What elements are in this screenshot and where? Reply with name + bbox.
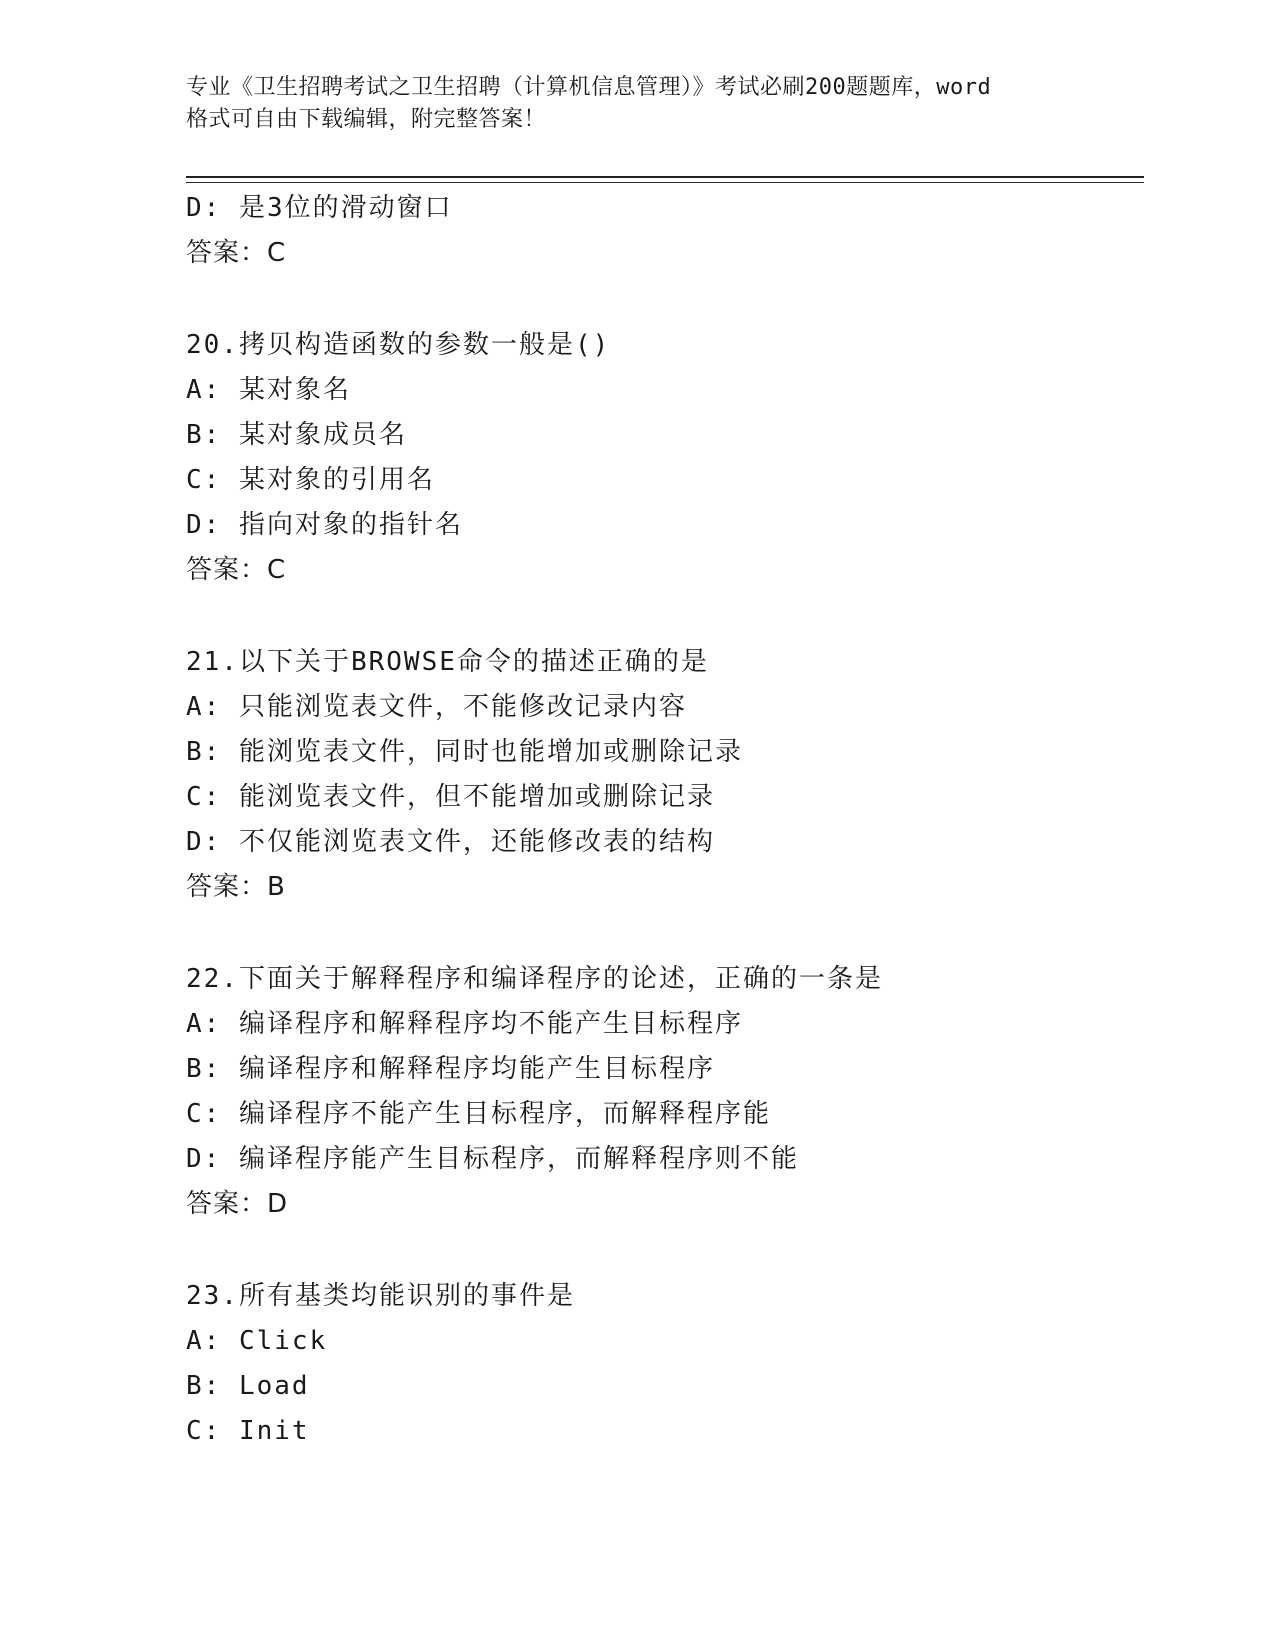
question-stem: 22.下面关于解释程序和编译程序的论述，正确的一条是 (186, 964, 883, 994)
answer: 答案：B (186, 872, 286, 902)
question-stem: 21.以下关于BROWSE命令的描述正确的是 (186, 647, 709, 677)
question-stem: 23.所有基类均能识别的事件是 (186, 1281, 575, 1311)
option-d: D: 指向对象的指针名 (186, 510, 463, 540)
option-c: C: Init (186, 1416, 310, 1446)
question-21 (186, 640, 1126, 910)
spacer (186, 593, 1126, 640)
spacer (186, 276, 1126, 323)
answer: 答案：C (186, 555, 287, 585)
question-22 (186, 957, 1126, 1227)
option-b: B: Load (186, 1371, 310, 1401)
answer: 答案：C (186, 238, 287, 268)
header-title-line-1: 专业《卫生招聘考试之卫生招聘（计算机信息管理）》考试必刷200题题库，word (186, 75, 992, 100)
option-d: D: 编译程序能产生目标程序，而解释程序则不能 (186, 1144, 799, 1174)
spacer (186, 910, 1126, 957)
option-b: B: 某对象成员名 (186, 420, 407, 450)
answer: 答案：D (186, 1189, 289, 1219)
option-d: D: 不仅能浏览表文件，还能修改表的结构 (186, 827, 715, 857)
document-header (186, 72, 1086, 136)
option-a: A: Click (186, 1326, 328, 1356)
option-d: D: 是3位的滑动窗口 (186, 193, 453, 223)
option-c: C: 编译程序不能产生目标程序，而解释程序能 (186, 1099, 771, 1129)
question-23 (186, 1274, 1126, 1454)
option-a: A: 只能浏览表文件，不能修改记录内容 (186, 692, 687, 722)
document-body (186, 186, 1126, 1454)
question-20 (186, 323, 1126, 593)
header-divider (186, 176, 1144, 183)
question-19-tail (186, 186, 1126, 276)
option-a: A: 编译程序和解释程序均不能产生目标程序 (186, 1009, 743, 1039)
option-b: B: 编译程序和解释程序均能产生目标程序 (186, 1054, 715, 1084)
header-title-line-2: 格式可自由下载编辑，附完整答案！ (186, 107, 547, 132)
question-stem: 20.拷贝构造函数的参数一般是() (186, 330, 611, 360)
option-a: A: 某对象名 (186, 375, 351, 405)
option-c: C: 能浏览表文件，但不能增加或删除记录 (186, 782, 715, 812)
option-b: B: 能浏览表文件，同时也能增加或删除记录 (186, 737, 743, 767)
spacer (186, 1227, 1126, 1274)
option-c: C: 某对象的引用名 (186, 465, 435, 495)
